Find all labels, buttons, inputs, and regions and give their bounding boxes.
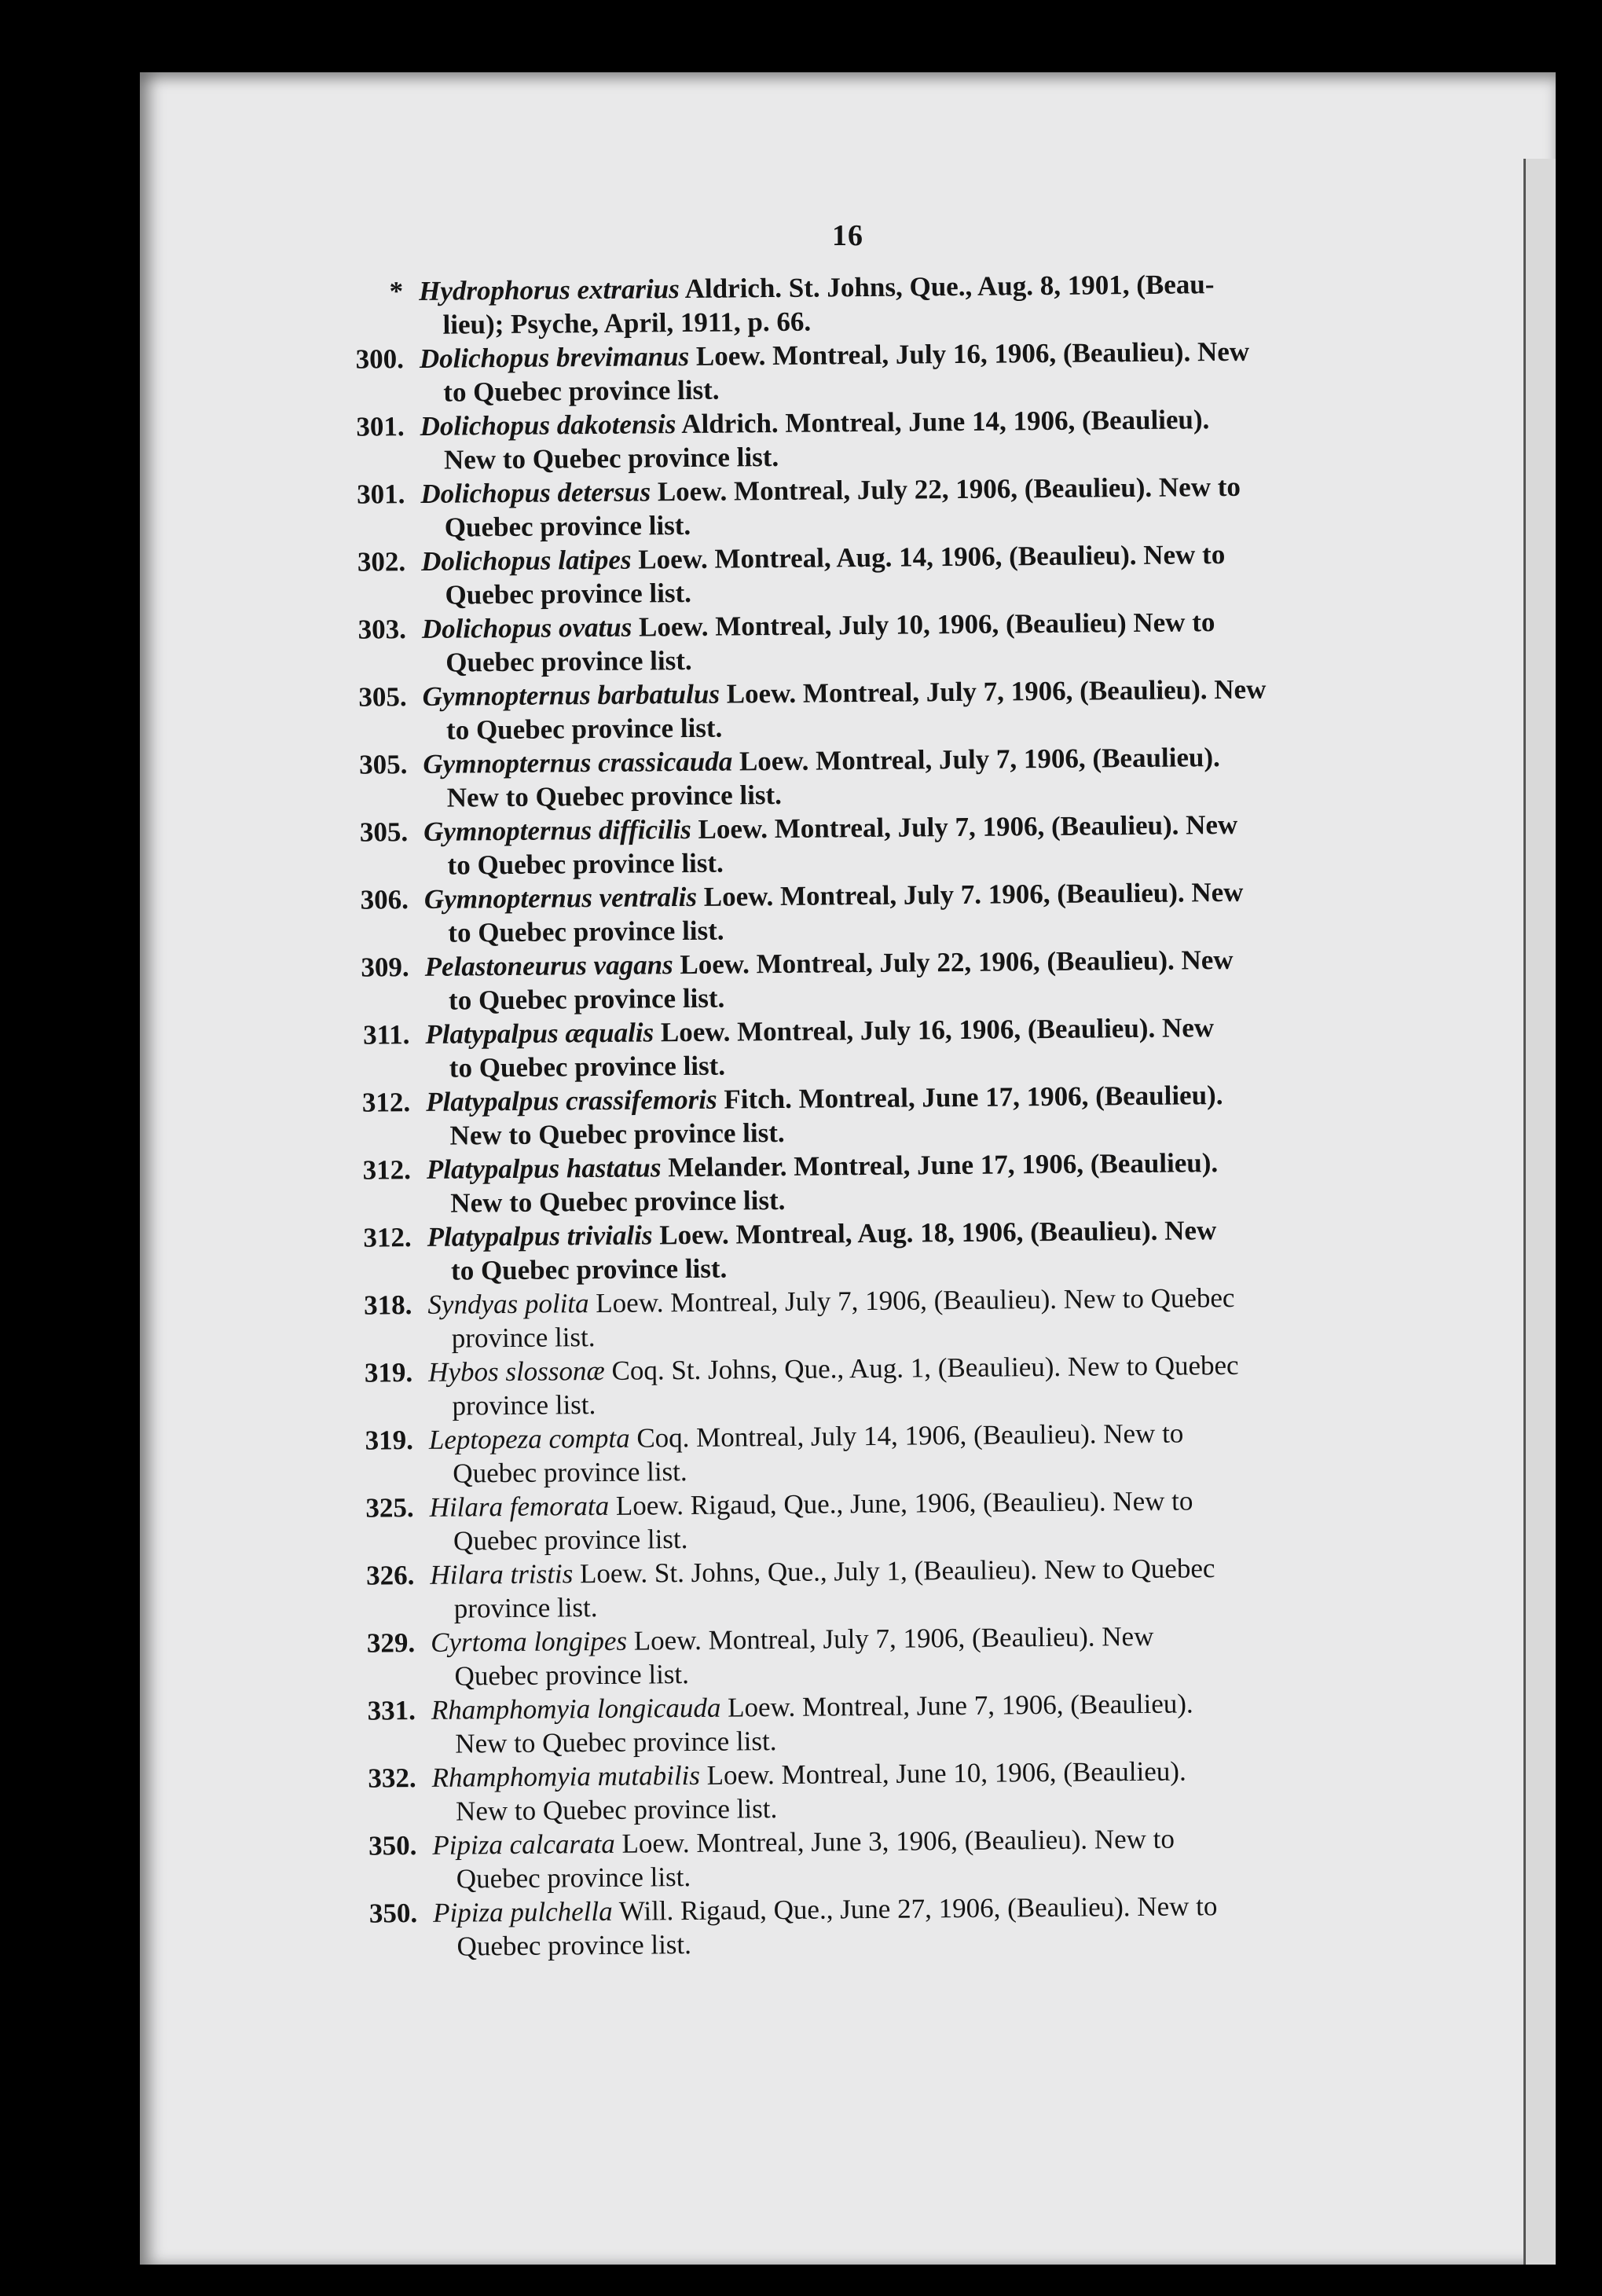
- entry-number: 312.: [361, 1087, 411, 1118]
- entry-line-1: Loew. Montreal, June 3, 1906, (Beaulieu). New to: [614, 1823, 1175, 1859]
- entry-line-2: Quebec province list.: [445, 577, 692, 611]
- entry-line-1: Coq. St. Johns, Que., Aug. 1, (Beaulieu). New to Quebec: [604, 1349, 1239, 1386]
- entry-line-1: Aldrich. Montreal, June 14, 1906, (Beaulieu).: [676, 404, 1210, 440]
- entry-line-2: New to Quebec province list.: [455, 1793, 778, 1827]
- entry-number: 311.: [362, 1019, 410, 1051]
- entry-line-1: Loew. Montreal, July 7, 1906, (Beaulieu). New: [691, 809, 1238, 845]
- species-name: Gymnopternus barbatulus: [422, 678, 720, 712]
- species-name: Rhamphomyia longicauda: [431, 1692, 721, 1726]
- list-item: [331, 1008, 1487, 1086]
- entry-line-1: Aldrich. St. Johns, Que., Aug. 8, 1901, (Beau-: [679, 269, 1215, 305]
- entry-line-2: to Quebec province list.: [449, 1050, 726, 1084]
- list-item: [325, 332, 1481, 410]
- entry-text: [425, 1008, 1487, 1085]
- entry-number: 305.: [359, 816, 409, 848]
- entry-line-2: Quebec province list.: [456, 1861, 691, 1894]
- entry-text: [421, 535, 1483, 612]
- list-item: [332, 1076, 1487, 1154]
- list-item: [336, 1616, 1492, 1694]
- species-name: Dolichopus dakotensis: [420, 409, 676, 442]
- list-item: [328, 603, 1483, 680]
- list-item: [326, 468, 1482, 545]
- entry-number: 350.: [368, 1898, 418, 1929]
- species-name: Platypalpus æqualis: [425, 1017, 654, 1050]
- entry-number: 305.: [359, 749, 408, 780]
- list-item: [326, 400, 1482, 478]
- entry-line-1: Loew. Montreal, June 10, 1906, (Beaulieu).: [699, 1755, 1186, 1791]
- page-edge: [1523, 159, 1556, 2265]
- list-item: [331, 941, 1487, 1018]
- entry-number: 309.: [361, 952, 409, 983]
- entry-line-1: Will. Rigaud, Que., June 27, 1906, (Beaulieu). New to: [612, 1891, 1218, 1927]
- species-name: Rhamphomyia mutabilis: [431, 1759, 701, 1793]
- entry-line-1: Coq. Montreal, July 14, 1906, (Beaulieu). New to: [629, 1418, 1184, 1454]
- entry-line-1: Loew. Montreal, July 22, 1906, (Beaulieu). New: [673, 944, 1234, 981]
- entry-line-1: Loew. Montreal, July 7, 1906, (Beaulieu). New to Quebec: [588, 1282, 1235, 1319]
- entry-line-2: province list.: [453, 1592, 598, 1624]
- entry-text: [432, 1751, 1494, 1828]
- entry-line-1: Loew. Montreal, July 16, 1906, (Beaulieu). New: [689, 336, 1250, 372]
- species-name: Syndyas polita: [427, 1288, 589, 1320]
- entry-number: 301.: [356, 411, 405, 442]
- entry-text: [422, 670, 1483, 747]
- entry-line-1: Loew. Montreal, July 7, 1906, (Beaulieu). New: [719, 673, 1267, 710]
- species-name: Pipiza pulchella: [433, 1895, 613, 1928]
- entry-line-1: Loew. Montreal, July 7, 1906, (Beaulieu).: [732, 742, 1220, 777]
- entry-text: [433, 1887, 1494, 1964]
- species-name: Hybos slossonæ: [428, 1355, 605, 1388]
- entry-number: *: [389, 276, 404, 307]
- species-name: Dolichopus latipes: [421, 544, 632, 577]
- species-name: Pelastoneurus vagans: [424, 949, 673, 982]
- entry-text: [428, 1346, 1490, 1423]
- entry-line-1: Loew. Rigaud, Que., June, 1906, (Beaulieu). New to: [608, 1485, 1193, 1521]
- entry-text: [423, 738, 1484, 815]
- list-item: [330, 873, 1486, 951]
- entry-line-1: Loew. Montreal, Aug. 18, 1906, (Beaulieu). New: [652, 1215, 1217, 1251]
- species-name: Dolichopus detersus: [420, 476, 651, 509]
- entry-text: [419, 265, 1480, 342]
- list-item: [337, 1684, 1493, 1762]
- entry-line-1: Loew. Montreal, Aug. 14, 1906, (Beaulieu). New to: [631, 539, 1226, 575]
- entry-number: 303.: [357, 614, 407, 645]
- species-name: Gymnopternus ventralis: [423, 881, 698, 915]
- entry-line-1: Melander. Montreal, June 17, 1906, (Beaulieu).: [661, 1147, 1219, 1183]
- entry-line-2: New to Quebec province list.: [446, 779, 783, 813]
- entry-text: [423, 805, 1485, 882]
- entry-number: 318.: [364, 1289, 412, 1321]
- entry-line-1: Loew. Montreal, July 22, 1906, (Beaulieu). New to: [650, 471, 1241, 508]
- species-name: Pipiza calcarata: [432, 1828, 615, 1861]
- entry-number: 329.: [366, 1627, 416, 1659]
- species-name: Hydrophorus extrarius: [419, 273, 680, 306]
- list-item: [327, 535, 1483, 613]
- list-item: [329, 805, 1485, 883]
- species-name: Platypalpus hastatus: [426, 1152, 662, 1185]
- entry-text: [432, 1819, 1494, 1896]
- entry-text: [420, 332, 1481, 409]
- entry-number: 305.: [358, 681, 407, 713]
- entry-number: 312.: [362, 1154, 412, 1186]
- entry-line-1: Loew. Montreal, June 7, 1906, (Beaulieu).: [720, 1688, 1193, 1723]
- entry-text: [427, 1211, 1489, 1288]
- species-name: Cyrtoma longipes: [431, 1625, 628, 1658]
- entry-line-1: Loew. Montreal, July 7. 1906, (Beaulieu). New: [696, 876, 1244, 912]
- species-name: Dolichopus ovatus: [421, 611, 632, 644]
- entry-line-2: New to Quebec province list.: [450, 1184, 786, 1219]
- entry-text: [420, 468, 1482, 545]
- list-item: [333, 1278, 1489, 1356]
- entry-number: 350.: [368, 1830, 417, 1861]
- entry-text: [426, 1076, 1487, 1153]
- entry-line-2: New to Quebec province list.: [449, 1117, 785, 1151]
- list-item: [335, 1549, 1491, 1627]
- entry-line-2: to Quebec province list.: [447, 847, 724, 881]
- entry-line-2: to Quebec province list.: [445, 712, 723, 746]
- entry-line-2: province list.: [452, 1389, 596, 1421]
- species-name: Leptopeza compta: [428, 1422, 630, 1455]
- entry-line-2: Quebec province list.: [453, 1524, 688, 1557]
- entry-line-2: to Quebec province list.: [448, 915, 724, 948]
- page-number: 16: [832, 219, 863, 252]
- entry-number: 312.: [363, 1222, 412, 1253]
- entry-line-1: Fitch. Montreal, June 17, 1906, (Beaulieu).: [717, 1080, 1223, 1115]
- list-item: [335, 1414, 1490, 1491]
- entry-line-1: Loew. Montreal, July 10, 1906, (Beaulieu) New to: [632, 607, 1215, 643]
- entry-text: [430, 1481, 1491, 1558]
- entry-text: [424, 873, 1486, 950]
- entry-line-2: Quebec province list.: [454, 1659, 690, 1692]
- species-name: Platypalpus trivialis: [427, 1220, 653, 1253]
- entry-text: [427, 1143, 1488, 1220]
- entry-line-1: Loew. Montreal, July 7, 1906, (Beaulieu). New: [626, 1620, 1154, 1656]
- list-item: [334, 1346, 1490, 1424]
- entry-number: 301.: [357, 479, 405, 510]
- entry-line-2: Quebec province list.: [453, 1456, 687, 1489]
- list-item: [339, 1887, 1494, 1964]
- species-name: Dolichopus brevimanus: [419, 340, 690, 374]
- entry-line-2: to Quebec province list.: [448, 982, 725, 1016]
- species-name: Hilara femorata: [429, 1490, 610, 1523]
- entry-line-2: province list.: [451, 1322, 596, 1354]
- document-page: [140, 72, 1556, 2265]
- entry-number: 332.: [368, 1762, 416, 1794]
- entry-line-2: New to Quebec province list.: [443, 441, 779, 475]
- list-item: [333, 1211, 1489, 1289]
- entry-line-2: Quebec province list.: [444, 509, 691, 543]
- entry-text: [431, 1684, 1493, 1761]
- entry-text: [420, 400, 1481, 477]
- entry-line-1: Loew. Montreal, July 16, 1906, (Beaulieu). New: [653, 1012, 1215, 1048]
- species-list: [324, 265, 1494, 1964]
- entry-line-2: lieu); Psyche, April, 1911, p. 66.: [442, 306, 812, 340]
- entry-number: 325.: [365, 1492, 414, 1524]
- entry-line-2: to Quebec province list.: [450, 1253, 728, 1286]
- entry-number: 300.: [355, 343, 405, 375]
- entry-text: [430, 1549, 1491, 1626]
- list-item: [328, 670, 1484, 748]
- entry-number: 302.: [357, 546, 406, 578]
- entry-line-1: Loew. St. Johns, Que., July 1, (Beaulieu). New to Quebec: [573, 1553, 1215, 1590]
- entry-number: 319.: [364, 1357, 413, 1388]
- entry-text: [425, 941, 1487, 1018]
- entry-text: [422, 603, 1483, 680]
- entry-text: [429, 1414, 1490, 1491]
- entry-number: 319.: [365, 1425, 414, 1456]
- list-item: [335, 1481, 1491, 1559]
- species-name: Gymnopternus crassicauda: [423, 746, 733, 779]
- entry-text: [431, 1616, 1492, 1693]
- list-item: [338, 1751, 1494, 1829]
- entry-number: 326.: [366, 1560, 415, 1591]
- list-item: [324, 265, 1480, 343]
- entry-number: 306.: [360, 884, 409, 915]
- entry-line-2: to Quebec province list.: [443, 374, 720, 408]
- list-item: [332, 1143, 1488, 1221]
- list-item: [338, 1819, 1494, 1897]
- entry-line-2: Quebec province list.: [456, 1929, 692, 1962]
- species-name: Hilara tristis: [430, 1558, 574, 1590]
- entry-text: [427, 1278, 1489, 1355]
- species-name: Gymnopternus difficilis: [423, 813, 691, 847]
- list-item: [328, 738, 1484, 816]
- entry-line-2: New to Quebec province list.: [455, 1726, 777, 1759]
- species-name: Platypalpus crassifemoris: [426, 1084, 717, 1117]
- entry-number: 331.: [367, 1695, 416, 1726]
- entry-line-2: Quebec province list.: [445, 644, 692, 678]
